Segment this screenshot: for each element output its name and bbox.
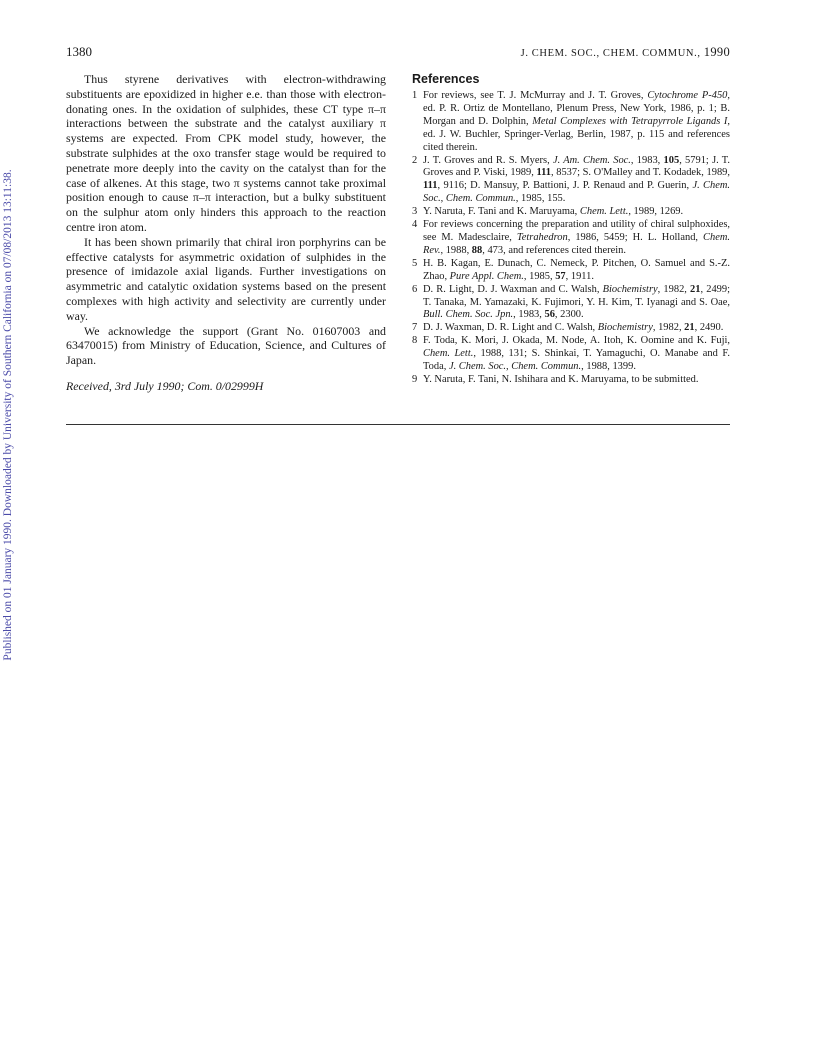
reference-text: J. T. Groves and R. S. Myers, <box>423 154 553 166</box>
body-column <box>66 72 386 394</box>
reference-number: 6 <box>412 283 418 295</box>
reference-volume: 56 <box>544 309 555 321</box>
reference-number: 5 <box>412 257 418 269</box>
body-text: It has been shown primarily that chiral iron porphyrins can be effective catalysts for asymmetric oxidation of sulphides in the presence of imidazole axial ligands. Further investigations on asymmetric and catalytic oxidation systems based on the present complexes with high activity and selectivity are currently under way. <box>66 234 386 323</box>
reference-text: , 2499; T. Tanaka, M. Yamazaki, K. Fujimori, Y. H. Kim, T. Iyanagi and S. Oae, <box>423 283 731 308</box>
reference-text: , 1985, <box>523 270 556 282</box>
reference-text: , ed. P. R. Ortiz de Montellano, Plenum Press, New York, 1986, p. 1; B. Morgan and D. Dolphin, <box>423 90 730 127</box>
reference-number: 1 <box>412 90 418 101</box>
reference-text: , 5791; J. T. Groves and P. Viski, 1989, <box>423 154 731 179</box>
page-number: 1380 <box>66 44 92 59</box>
reference-journal: Bull. Chem. Soc. Jpn. <box>423 309 514 321</box>
reference-text: , 473, and references cited therein. <box>482 244 626 256</box>
reference-item <box>412 374 730 387</box>
reference-text: , 1983, <box>630 154 664 166</box>
reference-text: , 1982, <box>652 322 685 334</box>
reference-journal: Tetrahedron <box>516 231 568 243</box>
reference-volume: 57 <box>555 270 566 282</box>
reference-text: , 2300. <box>554 309 584 321</box>
reference-journal: Biochemistry <box>602 283 658 295</box>
reference-title: Cytochrome P-450 <box>647 90 728 101</box>
reference-text: , 9116; D. Mansuy, P. Battioni, J. P. Renaud and P. Guerin, <box>437 180 693 192</box>
body-text: Thus styrene derivatives with electron-withdrawing substituents are epoxidized in higher e.e. than those with electron-donating ones. In the oxidation of sulphides, these CT type π–π interactions between the substrate and the catalyst auxiliary π systems are expected. From CPK model study, however, the substrate sulphides at the oxo transfer stage would be required to penetrate more deeply into the cavity on the catalyst than for the case of alkenes. At this stage, two π systems cannot take proximal position enough to cause π–π interaction, but a bulky substituent on the sulphur atom only hinders this approach to the reaction centre iron atom. <box>66 72 386 234</box>
acknowledgement <box>66 324 386 368</box>
reference-volume: 111 <box>536 167 551 179</box>
reference-text: For reviews concerning the preparation and utility of chiral sulphoxides, see M. Madesclaire, <box>423 219 730 243</box>
reference-text: , 1989, 1269. <box>628 206 684 218</box>
reference-item <box>412 155 730 207</box>
reference-item <box>412 284 730 323</box>
reference-volume: 21 <box>690 283 701 295</box>
reference-title: Metal Complexes with Tetrapyrrole Ligands I <box>532 115 728 127</box>
reference-volume: 105 <box>663 154 680 166</box>
references-column <box>412 72 730 387</box>
reference-text: , 1985, 155. <box>515 193 566 205</box>
reference-number: 3 <box>412 206 418 218</box>
reference-journal: Chem. Lett. <box>423 348 474 360</box>
reference-number: 4 <box>412 219 418 231</box>
reference-text: Y. Naruta, F. Tani and K. Maruyama, <box>423 206 580 218</box>
reference-text: , 2490. <box>694 322 724 334</box>
reference-item <box>412 90 730 155</box>
reference-text: , 1986, 5459; H. L. Holland, <box>567 231 704 243</box>
reference-number: 7 <box>412 322 418 334</box>
reference-item <box>412 206 730 219</box>
received-line <box>66 379 386 394</box>
reference-item <box>412 258 730 284</box>
reference-text: F. Toda, K. Mori, J. Okada, M. Node, A. Itoh, K. Oomine and K. Fuji, <box>423 335 730 347</box>
reference-journal: J. Chem. Soc., Chem. Commun. <box>448 361 582 373</box>
acknowledgement-text: We acknowledge the support (Grant No. 01607003 and 63470015) from Ministry of Education, Science, and Cultures of Japan. <box>66 323 386 368</box>
reference-number: 8 <box>412 335 418 347</box>
reference-number: 9 <box>412 373 418 385</box>
reference-journal: J. Am. Chem. Soc. <box>552 154 631 166</box>
reference-journal: J. Chem. Soc., Chem. Commun. <box>423 180 731 205</box>
reference-text: , 1988, <box>440 244 472 256</box>
reference-text: For reviews, see T. J. McMurray and J. T. Groves, <box>423 90 648 101</box>
reference-journal: Chem. Rev. <box>423 231 730 256</box>
body-paragraph <box>66 235 386 324</box>
reference-text: Y. Naruta, F. Tani, N. Ishihara and K. Maruyama, to be submitted. <box>423 373 699 385</box>
running-head <box>521 45 730 60</box>
references-heading: References <box>412 72 480 86</box>
received-text: Received, 3rd July 1990; Com. 0/02999H <box>66 378 264 393</box>
reference-item <box>412 335 730 374</box>
reference-text: , 1988, 131; S. Shinkai, T. Yamaguchi, O. Manabe and F. Toda, <box>423 348 730 373</box>
reference-item <box>412 219 730 258</box>
footer-rule <box>66 424 730 425</box>
reference-text: , 1982, <box>657 283 691 295</box>
reference-volume: 88 <box>471 244 483 256</box>
reference-text: H. B. Kagan, E. Dunach, C. Nemeck, P. Pitchen, O. Samuel and S.-Z. Zhao, <box>423 257 730 282</box>
journal-name: J. CHEM. SOC., CHEM. COMMUN., <box>520 48 701 59</box>
reference-volume: 111 <box>423 180 438 192</box>
reference-journal: Biochemistry <box>597 322 653 334</box>
reference-text: , 8537; S. O'Malley and T. Kodadek, 1989, <box>551 167 730 179</box>
reference-text: D. R. Light, D. J. Waxman and C. Walsh, <box>423 283 603 295</box>
references-list <box>412 90 730 387</box>
reference-text: , 1988, 1399. <box>581 361 636 373</box>
body-paragraph <box>66 72 386 235</box>
reference-text: , 1983, <box>513 309 545 321</box>
reference-volume: 21 <box>684 322 695 334</box>
reference-text: , 1911. <box>565 270 594 282</box>
reference-text: , ed. J. W. Buchler, Springer-Verlag, Berlin, 1987, p. 115 and references cited therein. <box>423 115 730 153</box>
journal-year: 1990 <box>703 45 730 59</box>
reference-text: D. J. Waxman, D. R. Light and C. Walsh, <box>423 322 598 334</box>
download-stamp: Published on 01 January 1990. Downloaded by University of Southern California on 07/08/2013 13:11:38. <box>2 169 14 661</box>
reference-journal: Pure Appl. Chem. <box>449 270 524 282</box>
reference-item <box>412 322 730 335</box>
reference-number: 2 <box>412 154 418 166</box>
reference-journal: Chem. Lett. <box>579 206 629 218</box>
